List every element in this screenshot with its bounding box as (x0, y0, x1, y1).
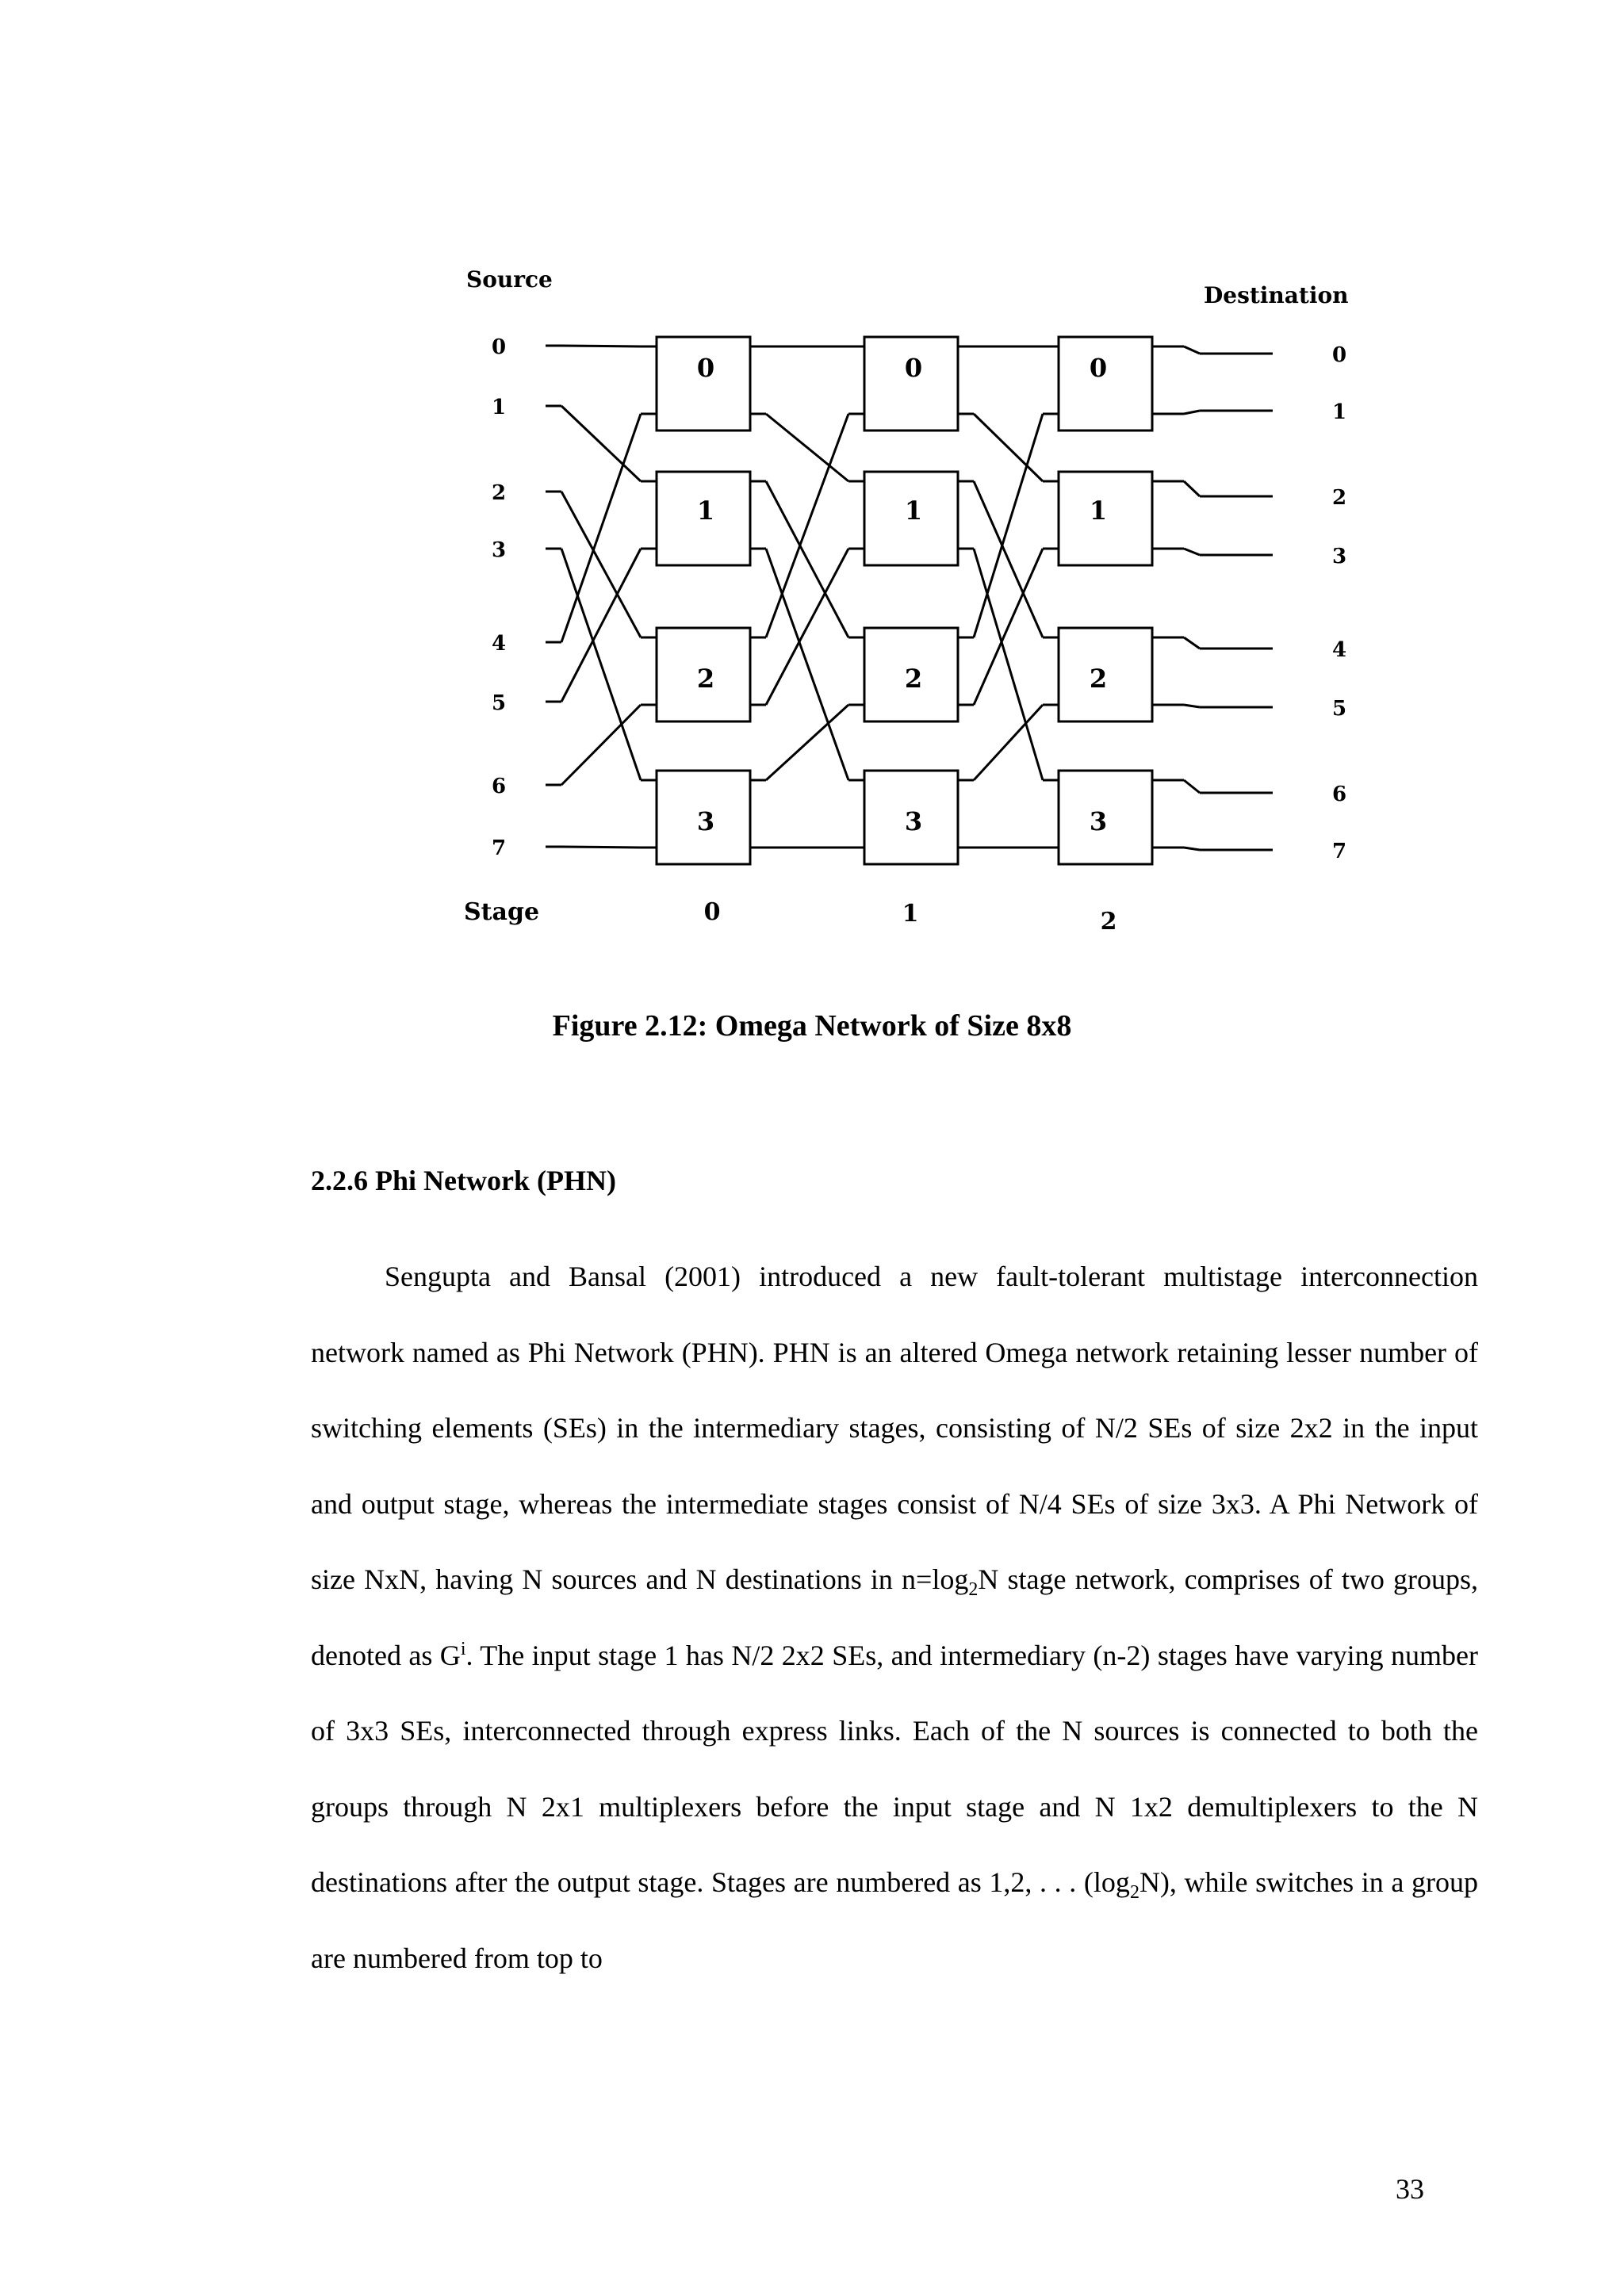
subscript-2-second: 2 (1129, 1882, 1139, 1904)
destination-port-5: 5 (1332, 697, 1347, 721)
switch-label-stage0-2: 2 (696, 664, 715, 694)
source-port-0: 0 (492, 335, 507, 359)
omega-network-figure (0, 0, 1624, 983)
switch-label-stage1-3: 3 (904, 806, 923, 836)
destination-port-6: 6 (1332, 783, 1347, 806)
destination-port-7: 7 (1332, 840, 1347, 863)
source-port-6: 6 (492, 775, 507, 798)
paragraph-text-2: N stage network, comprises of two groups, denoted as G (311, 1563, 1479, 1671)
switch-label-stage2-2: 2 (1089, 664, 1108, 694)
destination-port-2: 2 (1332, 486, 1347, 510)
source-to-stage0-wire (561, 414, 641, 642)
switch-box-stage0-0 (657, 337, 750, 430)
destination-port-3: 3 (1332, 545, 1347, 568)
source-port-labels (492, 335, 506, 860)
page-number: 33 (1396, 2173, 1424, 2205)
source-port-3: 3 (492, 538, 507, 562)
stage1-to-stage2-wire (974, 549, 1043, 705)
source-port-7: 7 (492, 836, 507, 860)
source-to-stage0-wire (561, 549, 641, 702)
switch-label-stage0-3: 3 (696, 806, 715, 836)
stage-number-2: 2 (1100, 908, 1117, 936)
subscript-2-first: 2 (968, 1579, 979, 1601)
stage0-to-stage1-wire (766, 481, 848, 637)
stage1-to-stage2-wire (974, 549, 1043, 780)
destination-label: Destination (1204, 282, 1349, 308)
destination-port-4: 4 (1332, 638, 1347, 662)
switch-label-stage2-3: 3 (1089, 806, 1108, 836)
stage2-to-destination-wire (1184, 549, 1200, 555)
stage2-to-destination-wire (1184, 346, 1200, 354)
stage2-to-destination-wire (1184, 411, 1200, 414)
stage2-to-destination-wire (1184, 481, 1200, 496)
switch-box-stage2-0 (1059, 337, 1152, 430)
source-port-5: 5 (492, 691, 507, 715)
destination-port-0: 0 (1332, 343, 1347, 367)
switch-elements (657, 337, 1152, 864)
source-port-4: 4 (492, 632, 507, 656)
source-label: Source (466, 266, 553, 293)
stage1-to-stage2-wire (974, 481, 1043, 637)
switch-box-stage1-0 (864, 337, 958, 430)
stage0-to-stage1-wire (766, 549, 848, 705)
stage2-to-destination-wire (1184, 848, 1200, 850)
stage0-to-stage1-wire (766, 549, 848, 780)
stage-number-labels (704, 898, 1117, 936)
paragraph-text-4: N), while switches in a group are numbered from top to (311, 1866, 1479, 1974)
stage2-to-destination-wire (1184, 780, 1200, 793)
switch-label-stage1-1: 1 (904, 496, 923, 526)
stage-number-1: 1 (902, 900, 919, 928)
switch-label-stage2-1: 1 (1089, 496, 1108, 526)
switch-label-stage2-0: 0 (1089, 353, 1108, 383)
paragraph-text-1: Sengupta and Bansal (2001) introduced a new fault-tolerant multistage interconnection network named as Phi Network (PHN). PHN is an altered Omega network retaining lesser number of switching elements (SEs) in the intermediary stages, consisting of N/2 SEs of size 2x2 in the input and output stage, whereas the intermediate stages consist of N/4 SEs of size 3x3. A Phi Network of size NxN, having N sources and N destinations in n=log (311, 1261, 1478, 1595)
source-to-stage0-wire (561, 406, 641, 481)
source-port-1: 1 (492, 396, 507, 419)
destination-port-1: 1 (1332, 400, 1347, 424)
superscript-i: i (460, 1638, 466, 1659)
switch-label-stage0-1: 1 (696, 496, 715, 526)
source-port-2: 2 (492, 481, 507, 505)
destination-port-labels (1332, 343, 1346, 863)
source-to-stage0-wire (561, 492, 641, 637)
paragraph-text-3: . The input stage 1 has N/2 2x2 SEs, and intermediary (n-2) stages have varying number of 3x3 SEs, interconnected through express links. Each of the N sources is connected to both the groups through N 2x1 multiplexers before the input stage and N 1x2 demultiplexers to the N destinations after the output stage. Stages are numbered as 1,2, . . . (log (311, 1639, 1478, 1898)
stage2-to-destination-wire (1184, 705, 1200, 707)
switch-label-stage1-0: 0 (904, 353, 923, 383)
switch-label-stage0-0: 0 (696, 353, 715, 383)
stage-number-0: 0 (703, 898, 721, 926)
stage2-to-destination-wire (1184, 637, 1200, 649)
figure-caption: Figure 2.12: Omega Network of Size 8x8 (552, 1009, 1072, 1043)
stage-label: Stage (464, 898, 540, 926)
section-paragraph (311, 1239, 1478, 1996)
section-heading: 2.2.6 Phi Network (PHN) (311, 1165, 616, 1196)
switch-label-stage1-2: 2 (904, 664, 923, 694)
source-to-stage0-wire (561, 847, 641, 848)
